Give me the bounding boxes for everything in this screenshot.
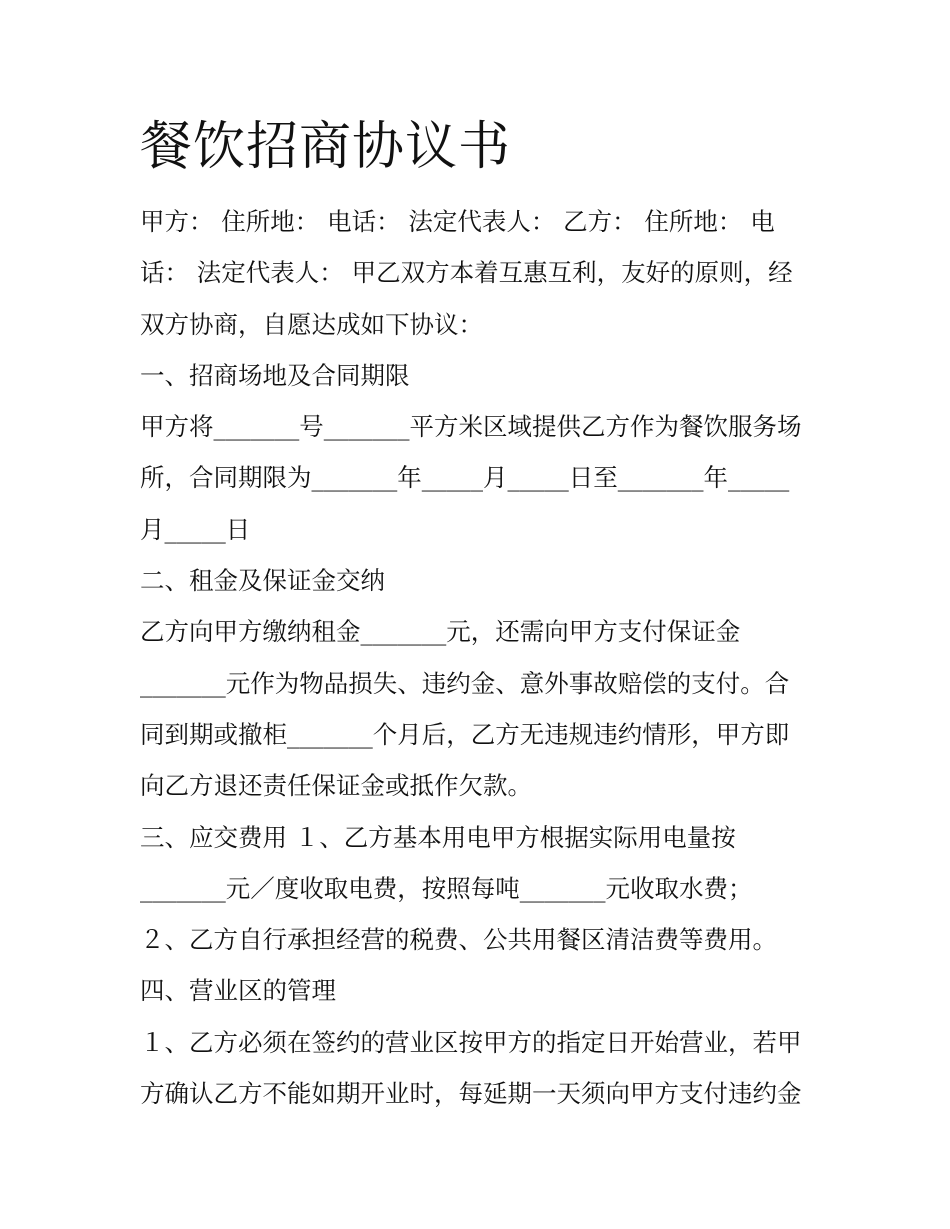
- text-line: １、乙方必须在签约的营业区按甲方的指定日开始营业，若甲: [140, 1027, 802, 1057]
- section-heading-3: 三、应交费用 １、乙方基本用电甲方根据实际用电量按: [140, 822, 736, 852]
- text-line: 方确认乙方不能如期开业时，每延期一天须向甲方支付违约金: [140, 1079, 802, 1109]
- text-line: ２、乙方自行承担经营的税费、公共用餐区清洁费等费用。: [140, 925, 777, 955]
- text-line: 双方协商，自愿达成如下协议：: [140, 309, 483, 339]
- text-line: 同到期或撤柜_______个月后，乙方无违规违约情形，甲方即: [140, 719, 790, 749]
- text-line: 向乙方退还责任保证金或抵作欠款。: [140, 771, 532, 801]
- document-body: [140, 196, 820, 1119]
- text-line: 月_____日: [140, 514, 251, 544]
- text-line: 话： 法定代表人： 甲乙双方本着互惠互利，友好的原则，经: [140, 258, 793, 288]
- text-line: 所，合同期限为_______年_____月_____日至_______年_____: [140, 463, 790, 493]
- text-line: 甲方： 住所地： 电话： 法定代表人： 乙方： 住所地： 电: [140, 207, 775, 236]
- section-heading-2: 二、租金及保证金交纳: [140, 566, 385, 596]
- section-heading-4: 四、营业区的管理: [140, 976, 336, 1006]
- section-heading-1: 一、招商场地及合同期限: [140, 360, 410, 390]
- text-line: _______元作为物品损失、违约金、意外事故赔偿的支付。合: [140, 668, 790, 698]
- document-title: 餐饮招商协议书: [140, 117, 512, 177]
- text-line: _______元／度收取电费，按照每吨_______元收取水费；: [140, 873, 753, 903]
- text-line: 甲方将_______号_______平方米区域提供乙方作为餐饮服务场: [140, 412, 802, 442]
- text-line: 乙方向甲方缴纳租金_______元，还需向甲方支付保证金: [140, 617, 741, 647]
